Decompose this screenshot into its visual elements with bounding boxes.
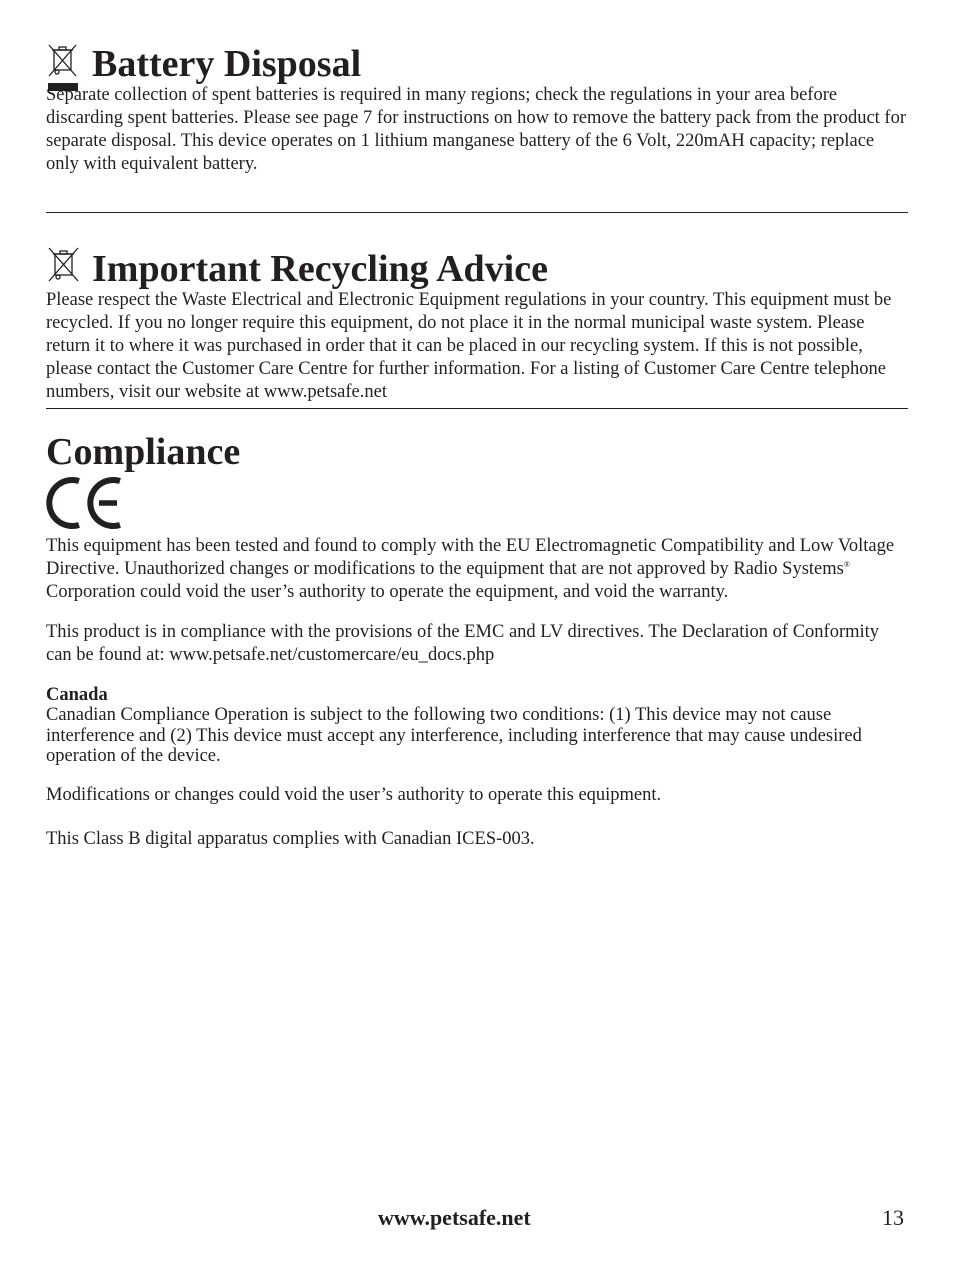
compliance-declaration-paragraph: This product is in compliance with the provisions of the EMC and LV directives. The Declaration of Conformity can be found at: www.petsafe.net/customercare/eu_docs.php <box>46 622 880 665</box>
compliance-emc-paragraph <box>46 535 908 604</box>
ices-paragraph: This Class B digital apparatus complies with Canadian ICES-003. <box>46 828 535 849</box>
canada-text: Canadian Compliance Operation is subject to the following two conditions: (1) This device may not cause interference and (2) This device must accept any interference, including interference that may cause undesired operation of the device. <box>46 705 862 766</box>
battery-disposal-heading <box>46 40 908 84</box>
registered-mark: ® <box>843 559 850 569</box>
recycling-text: Please respect the Waste Electrical and Electronic Equipment regulations in your country. This equipment must be recycled. If you no longer require this equipment, do not place it in the normal municipal waste system. Please return it to where it was purchased in order that it can be placed in our recycling system. If this is not possible, please contact the Customer Care Centre for further information. For a listing of Customer Care Centre telephone numbers, visit our website at www.petsafe.net <box>46 290 892 402</box>
compliance-emc-text-cont: Corporation could void the user’s authority to operate the equipment, and void the warranty. <box>46 582 729 602</box>
battery-disposal-section <box>46 40 908 176</box>
recycling-title: Important Recycling Advice <box>92 248 548 290</box>
modifications-paragraph: Modifications or changes could void the user’s authority to operate this equipment. <box>46 784 662 805</box>
footer-url[interactable]: www.petsafe.net <box>378 1205 531 1230</box>
compliance-emc-text: This equipment has been tested and found to comply with the EU Electromagnetic Compatibility and Low Voltage Directive. Unauthorized changes or modifications to the equipment that are not approved by Radio Systems <box>46 536 895 579</box>
compliance-section <box>46 431 908 851</box>
document-page <box>46 40 908 851</box>
recycling-heading <box>46 245 908 289</box>
section-divider <box>46 212 908 213</box>
page-number: 13 <box>882 1205 904 1230</box>
battery-disposal-title: Battery Disposal <box>92 43 362 85</box>
page-footer <box>0 1205 954 1235</box>
crossed-out-wheelie-bin-icon <box>46 245 84 289</box>
battery-disposal-text: Separate collection of spent batteries is required in many regions; check the regulations in your area before discarding spent batteries. Please see page 7 for instructions on how to remove the battery pack from the product for separate disposal. This device operates on 1 lithium manganese battery of the 6 Volt, 220mAH capacity; replace only with equivalent battery. <box>46 85 906 174</box>
canada-heading: Canada <box>46 685 108 705</box>
crossed-out-wheelie-bin-with-bar-icon <box>46 40 84 84</box>
ce-mark-icon <box>46 475 908 531</box>
compliance-title: Compliance <box>46 431 241 473</box>
recycling-section <box>46 245 908 404</box>
section-divider <box>46 408 908 409</box>
